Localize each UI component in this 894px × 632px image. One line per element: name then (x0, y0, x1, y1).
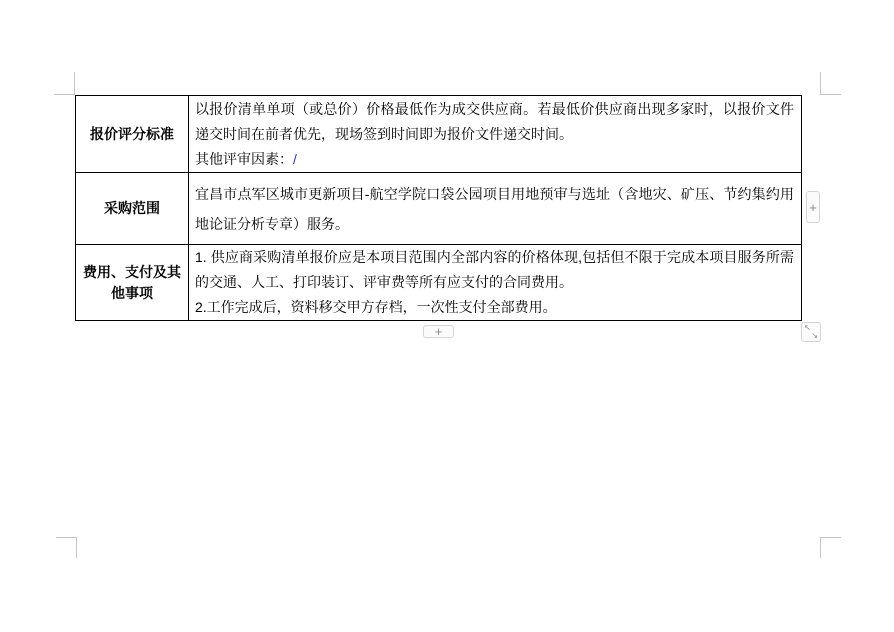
crop-mark-bottom-right-horizontal (820, 537, 841, 538)
crop-mark-top-right-horizontal (820, 94, 841, 95)
row-label: 费用、支付及其他事项 (83, 263, 181, 301)
table-row-fees-payment (76, 245, 801, 320)
row-label: 采购范围 (104, 200, 160, 216)
row-content-cell[interactable] (189, 173, 801, 244)
crop-mark-bottom-left-horizontal (56, 537, 77, 538)
row-label-cell[interactable] (76, 245, 189, 320)
resize-arrow-nw-icon: ↖ (804, 323, 811, 332)
procurement-terms-table (75, 95, 802, 321)
paragraph: 以报价清单单项（或总价）价格最低作为成交供应商。若最低价供应商出现多家时，以报价文件递交时间在前者优先，现场签到时间即为报价文件递交时间。 (195, 100, 794, 142)
row-label-cell[interactable] (76, 96, 189, 172)
plus-icon: + (809, 199, 817, 215)
paragraph: 2.工作完成后，资料移交甲方存档，一次性支付全部费用。 (195, 299, 557, 315)
paragraph (195, 147, 794, 172)
table-resize-handle[interactable] (801, 322, 821, 342)
add-column-button[interactable] (806, 191, 820, 223)
add-row-button[interactable] (423, 325, 454, 338)
row-content-cell[interactable] (189, 245, 801, 320)
resize-arrow-se-icon: ↘ (811, 331, 818, 340)
row-label-cell[interactable] (76, 173, 189, 244)
row-content-cell[interactable] (189, 96, 801, 172)
other-factors-label: 其他评审因素： (195, 150, 293, 167)
paragraph: 1. 供应商采购清单报价应是本项目范围内全部内容的价格体现,包括但不限于完成本项目服务所需的交通、人工、打印装订、评审费等所有应支付的合同费用。 (195, 249, 794, 290)
crop-mark-top-left-vertical (74, 72, 75, 94)
row-label: 报价评分标准 (90, 125, 174, 142)
crop-mark-bottom-right-vertical (820, 537, 821, 558)
crop-mark-top-left-horizontal (54, 94, 75, 95)
plus-icon: + (434, 324, 443, 339)
other-factors-value: / (293, 150, 297, 167)
table-row-quotation-scoring (76, 96, 801, 173)
crop-mark-bottom-left-vertical (76, 537, 77, 558)
paragraph: 宜昌市点军区城市更新项目-航空学院口袋公园项目用地预审与选址（含地灾、矿压、节约集约用地论证分析专章）服务。 (195, 185, 794, 232)
table-row-procurement-scope (76, 173, 801, 245)
crop-mark-top-right-vertical (820, 72, 821, 94)
